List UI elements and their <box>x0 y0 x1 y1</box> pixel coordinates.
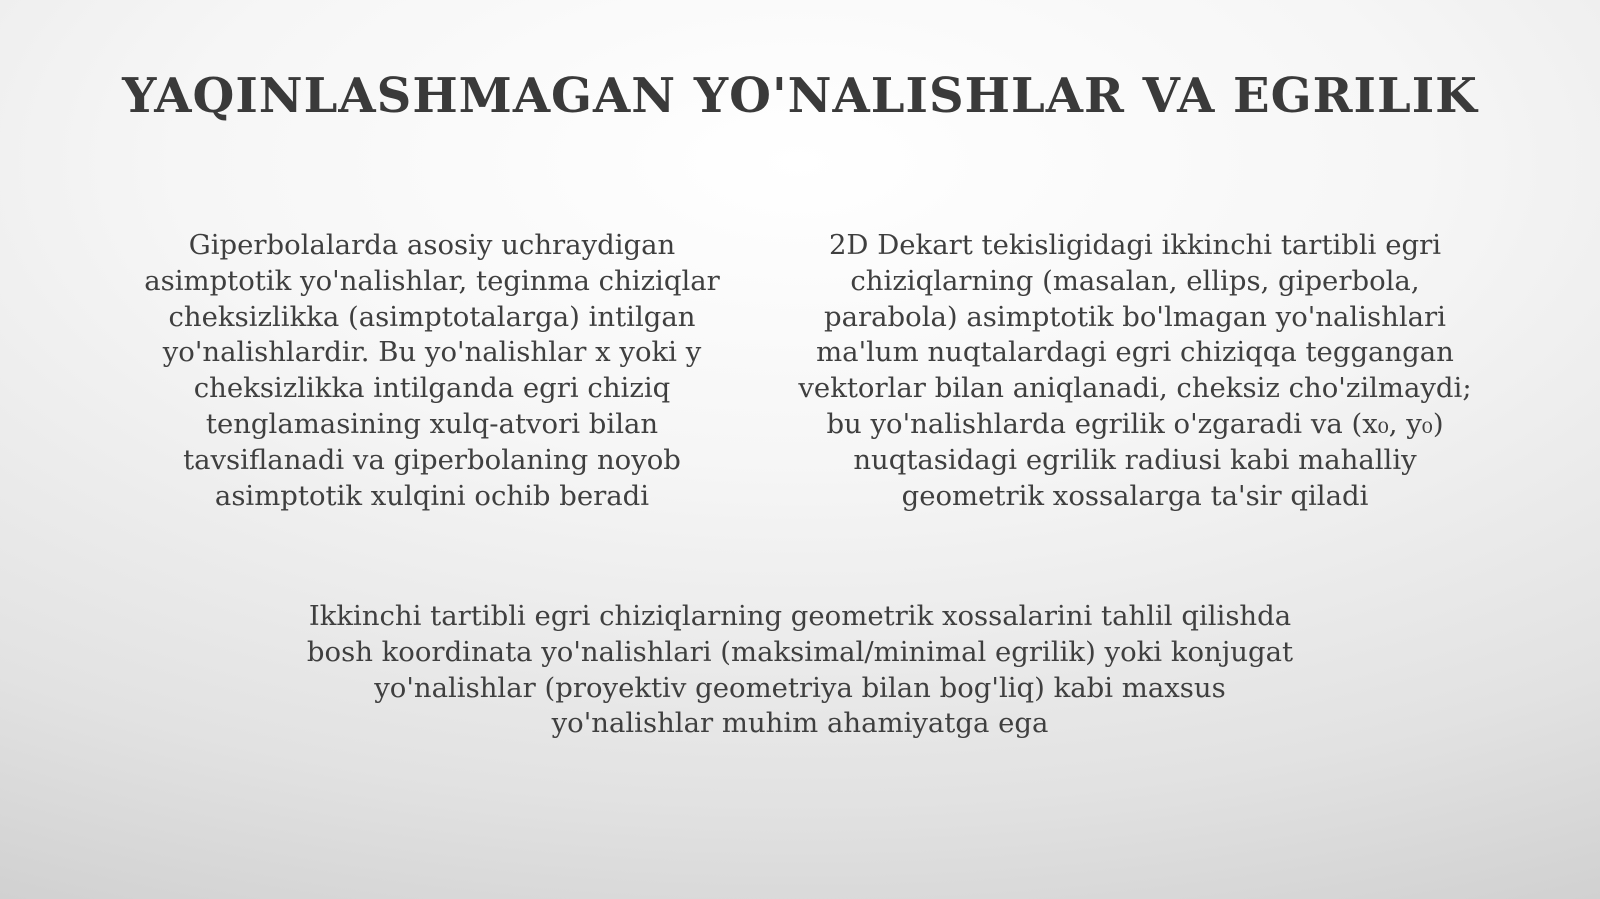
right-paragraph-line: chiziqlarning (masalan, ellips, giperbola, <box>850 264 1420 297</box>
left-paragraph <box>132 228 732 514</box>
right-paragraph-line: 2D Dekart tekisligidagi ikkinchi tartibli egri <box>828 229 1442 261</box>
bottom-paragraph <box>250 599 1350 742</box>
left-paragraph-line: Giperbolalarda asosiy uchraydigan <box>188 229 676 261</box>
right-paragraph-line: ma'lum nuqtalardagi egri chiziqqa teggangan <box>816 336 1454 369</box>
right-paragraph-line: geometrik xossalarga ta'sir qiladi <box>901 479 1369 512</box>
left-paragraph-line: asimptotik yo'nalishlar, teginma chiziqlar <box>144 264 720 297</box>
left-paragraph-line: asimptotik xulqini ochib beradi <box>214 479 650 512</box>
bottom-paragraph-line: yo'nalishlar (proyektiv geometriya bilan bog'liq) kabi maxsus <box>374 671 1226 704</box>
right-paragraph-line: bu yo'nalishlarda egrilik o'zgaradi va (x₀, y₀) <box>826 407 1444 440</box>
bottom-paragraph-line: Ikkinchi tartibli egri chiziqlarning geometrik xossalarini tahlil qilishda <box>308 600 1292 632</box>
slide-title: YAQINLASHMAGAN YO'NALISHLAR VA EGRILIK <box>122 68 1478 124</box>
right-paragraph-line: parabola) asimptotik bo'lmagan yo'nalishlari <box>824 300 1446 333</box>
left-paragraph-line: tenglamasining xulq-atvori bilan <box>205 407 659 440</box>
right-paragraph-line: vektorlar bilan aniqlanadi, cheksiz cho'zilmaydi; <box>798 372 1472 405</box>
left-paragraph-line: cheksizlikka (asimptotalarga) intilgan <box>168 300 696 333</box>
bottom-paragraph-line: yo'nalishlar muhim ahamiyatga ega <box>551 707 1049 740</box>
left-paragraph-line: cheksizlikka intilganda egri chiziq <box>193 372 671 405</box>
bottom-paragraph-line: bosh koordinata yo'nalishlari (maksimal/minimal egrilik) yoki konjugat <box>306 635 1294 668</box>
right-paragraph-line: nuqtasidagi egrilik radiusi kabi mahalliy <box>853 443 1417 476</box>
left-paragraph-line: tavsiflanadi va giperbolaning noyob <box>183 443 681 476</box>
right-paragraph <box>795 228 1475 514</box>
left-paragraph-line: yo'nalishlardir. Bu yo'nalishlar x yoki y <box>162 336 702 369</box>
